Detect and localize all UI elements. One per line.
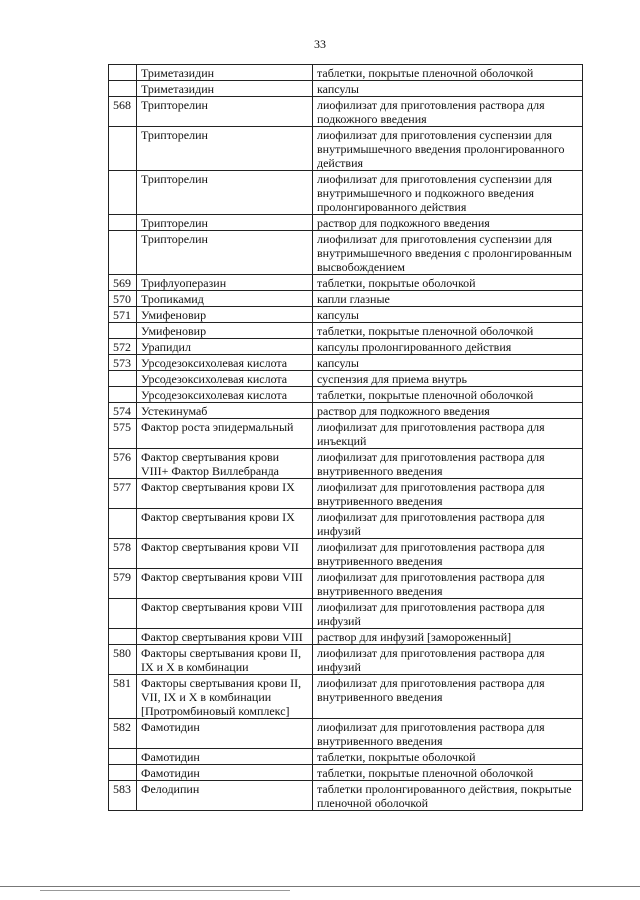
row-number-cell	[109, 127, 137, 171]
drug-name-cell: Устекинумаб	[137, 403, 313, 419]
table-row	[109, 765, 583, 781]
row-number-cell	[109, 371, 137, 387]
row-number-cell	[109, 765, 137, 781]
drug-name-cell: Трипторелин	[137, 97, 313, 127]
dosage-form-cell: раствор для подкожного введения	[313, 215, 583, 231]
dosage-form-cell: суспензия для приема внутрь	[313, 371, 583, 387]
table-row	[109, 275, 583, 291]
dosage-form-cell: таблетки пролонгированного действия, покрытые пленочной оболочкой	[313, 781, 583, 811]
row-number-cell: 569	[109, 275, 137, 291]
table-row	[109, 387, 583, 403]
table-row	[109, 569, 583, 599]
dosage-form-cell: таблетки, покрытые пленочной оболочкой	[313, 323, 583, 339]
row-number-cell: 575	[109, 419, 137, 449]
dosage-form-cell: таблетки, покрытые оболочкой	[313, 275, 583, 291]
row-number-cell: 583	[109, 781, 137, 811]
dosage-form-cell: лиофилизат для приготовления суспензии для внутримышечного введения с пролонгированным высвобождением	[313, 231, 583, 275]
table-row	[109, 749, 583, 765]
dosage-form-cell: лиофилизат для приготовления раствора для внутривенного введения	[313, 675, 583, 719]
table-row	[109, 127, 583, 171]
table-row	[109, 645, 583, 675]
row-number-cell	[109, 65, 137, 81]
dosage-form-cell: лиофилизат для приготовления раствора для внутривенного введения	[313, 479, 583, 509]
drug-name-cell: Факторы свертывания крови II, IX и X в комбинации	[137, 645, 313, 675]
dosage-form-cell: лиофилизат для приготовления раствора для инфузий	[313, 599, 583, 629]
drug-name-cell: Фактор свертывания крови VIII+ Фактор Виллебранда	[137, 449, 313, 479]
drug-name-cell: Умифеновир	[137, 323, 313, 339]
row-number-cell	[109, 509, 137, 539]
drug-name-cell: Умифеновир	[137, 307, 313, 323]
table-row	[109, 291, 583, 307]
table-row	[109, 371, 583, 387]
drug-name-cell: Фактор свертывания крови IX	[137, 509, 313, 539]
table-row	[109, 97, 583, 127]
table-row	[109, 403, 583, 419]
row-number-cell: 571	[109, 307, 137, 323]
drug-name-cell: Фелодипин	[137, 781, 313, 811]
row-number-cell: 568	[109, 97, 137, 127]
drug-name-cell: Фамотидин	[137, 765, 313, 781]
dosage-form-cell: таблетки, покрытые пленочной оболочкой	[313, 765, 583, 781]
drug-name-cell: Трипторелин	[137, 215, 313, 231]
drug-name-cell: Урсодезоксихолевая кислота	[137, 371, 313, 387]
table-row	[109, 231, 583, 275]
table-row	[109, 629, 583, 645]
dosage-form-cell: лиофилизат для приготовления раствора для инъекций	[313, 419, 583, 449]
drug-name-cell: Урсодезоксихолевая кислота	[137, 355, 313, 371]
drug-name-cell: Фактор свертывания крови VII	[137, 539, 313, 569]
drug-name-cell: Фактор свертывания крови VIII	[137, 629, 313, 645]
row-number-cell: 576	[109, 449, 137, 479]
dosage-form-cell: лиофилизат для приготовления раствора для внутривенного введения	[313, 719, 583, 749]
bottom-rule	[0, 886, 640, 887]
dosage-form-cell: капсулы	[313, 81, 583, 97]
row-number-cell	[109, 171, 137, 215]
row-number-cell	[109, 215, 137, 231]
row-number-cell: 570	[109, 291, 137, 307]
row-number-cell	[109, 231, 137, 275]
drug-name-cell: Трипторелин	[137, 127, 313, 171]
drug-name-cell: Триметазидин	[137, 81, 313, 97]
table-row	[109, 307, 583, 323]
row-number-cell	[109, 599, 137, 629]
table-row	[109, 479, 583, 509]
row-number-cell	[109, 629, 137, 645]
table-row	[109, 171, 583, 215]
drug-name-cell: Трипторелин	[137, 231, 313, 275]
row-number-cell	[109, 387, 137, 403]
table-row	[109, 215, 583, 231]
dosage-form-cell: лиофилизат для приготовления суспензии для внутримышечного введения пролонгированного действия	[313, 127, 583, 171]
table-row	[109, 539, 583, 569]
row-number-cell: 580	[109, 645, 137, 675]
dosage-form-cell: лиофилизат для приготовления суспензии для внутримышечного и подкожного введения пролонгированного действия	[313, 171, 583, 215]
drug-name-cell: Тропикамид	[137, 291, 313, 307]
table-row	[109, 509, 583, 539]
row-number-cell: 577	[109, 479, 137, 509]
drug-name-cell: Фактор роста эпидермальный	[137, 419, 313, 449]
drug-name-cell: Урсодезоксихолевая кислота	[137, 387, 313, 403]
drug-table	[108, 64, 583, 811]
row-number-cell	[109, 323, 137, 339]
drug-name-cell: Фамотидин	[137, 719, 313, 749]
dosage-form-cell: лиофилизат для приготовления раствора для подкожного введения	[313, 97, 583, 127]
row-number-cell: 582	[109, 719, 137, 749]
dosage-form-cell: таблетки, покрытые пленочной оболочкой	[313, 65, 583, 81]
drug-name-cell: Трипторелин	[137, 171, 313, 215]
dosage-form-cell: таблетки, покрытые оболочкой	[313, 749, 583, 765]
table-row	[109, 449, 583, 479]
drug-name-cell: Фактор свертывания крови IX	[137, 479, 313, 509]
dosage-form-cell: капсулы	[313, 307, 583, 323]
drug-name-cell: Триметазидин	[137, 65, 313, 81]
row-number-cell: 578	[109, 539, 137, 569]
dosage-form-cell: раствор для подкожного введения	[313, 403, 583, 419]
row-number-cell: 573	[109, 355, 137, 371]
dosage-form-cell: капсулы	[313, 355, 583, 371]
table-row	[109, 599, 583, 629]
dosage-form-cell: лиофилизат для приготовления раствора для внутривенного введения	[313, 449, 583, 479]
dosage-form-cell: лиофилизат для приготовления раствора для инфузий	[313, 509, 583, 539]
drug-name-cell: Фамотидин	[137, 749, 313, 765]
table-row	[109, 323, 583, 339]
table-body	[109, 65, 583, 811]
drug-name-cell: Урапидил	[137, 339, 313, 355]
table-row	[109, 339, 583, 355]
drug-name-cell: Трифлуоперазин	[137, 275, 313, 291]
bottom-rule-short	[40, 890, 290, 891]
dosage-form-cell: лиофилизат для приготовления раствора для инфузий	[313, 645, 583, 675]
table-row	[109, 675, 583, 719]
drug-name-cell: Факторы свертывания крови II, VII, IX и X в комбинации [Протромбиновый комплекс]	[137, 675, 313, 719]
page-number: 33	[314, 37, 326, 51]
dosage-form-cell: капсулы пролонгированного действия	[313, 339, 583, 355]
drug-name-cell: Фактор свертывания крови VIII	[137, 569, 313, 599]
drug-name-cell: Фактор свертывания крови VIII	[137, 599, 313, 629]
row-number-cell: 579	[109, 569, 137, 599]
table-row	[109, 419, 583, 449]
row-number-cell	[109, 81, 137, 97]
table-row	[109, 719, 583, 749]
dosage-form-cell: раствор для инфузий [замороженный]	[313, 629, 583, 645]
table-row	[109, 65, 583, 81]
table-row	[109, 355, 583, 371]
row-number-cell: 581	[109, 675, 137, 719]
dosage-form-cell: таблетки, покрытые пленочной оболочкой	[313, 387, 583, 403]
dosage-form-cell: капли глазные	[313, 291, 583, 307]
table-row	[109, 781, 583, 811]
row-number-cell	[109, 749, 137, 765]
table-row	[109, 81, 583, 97]
row-number-cell: 572	[109, 339, 137, 355]
dosage-form-cell: лиофилизат для приготовления раствора для внутривенного введения	[313, 539, 583, 569]
dosage-form-cell: лиофилизат для приготовления раствора для внутривенного введения	[313, 569, 583, 599]
row-number-cell: 574	[109, 403, 137, 419]
